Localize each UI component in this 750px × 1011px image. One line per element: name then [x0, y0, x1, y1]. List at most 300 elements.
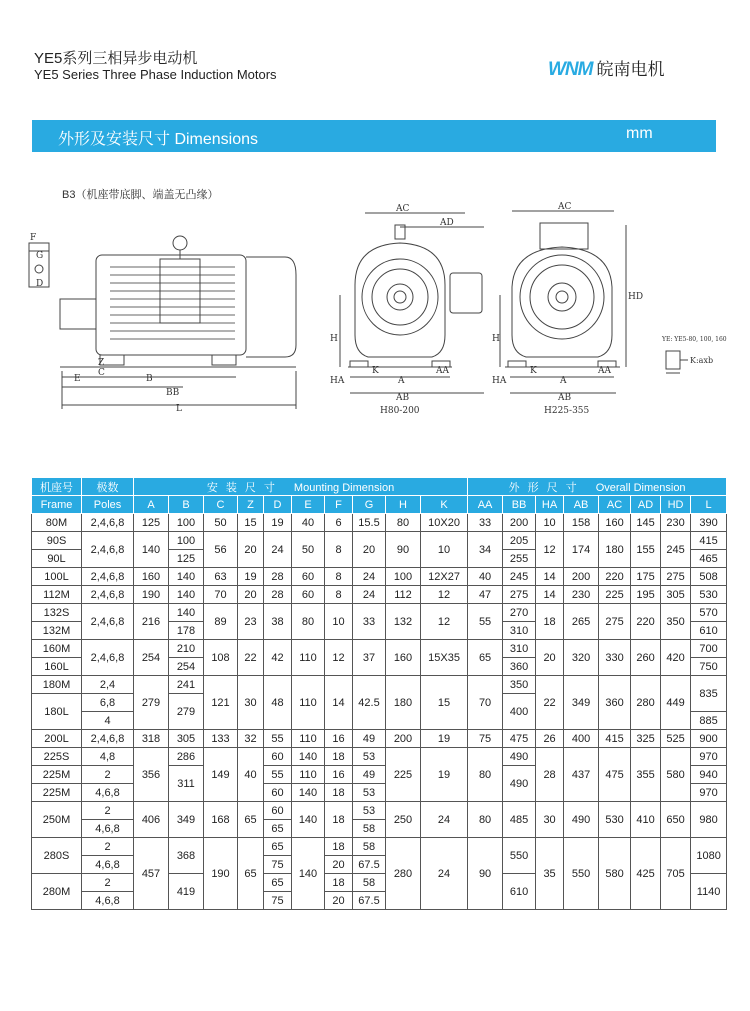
- table-cell: 108: [204, 640, 238, 676]
- table-cell: 58: [353, 838, 386, 856]
- table-cell: 485: [503, 802, 536, 838]
- section-band: [32, 120, 716, 152]
- table-row: [32, 514, 727, 532]
- th-mounting-cn: 安装尺寸: [206, 481, 283, 494]
- col-header: B: [169, 496, 204, 514]
- table-cell: 49: [353, 766, 386, 784]
- table-cell: 885: [691, 712, 727, 730]
- table-cell: 18: [325, 802, 353, 838]
- logo-mark: WNM: [548, 59, 593, 80]
- table-cell: 58: [353, 820, 386, 838]
- table-cell: 325: [631, 730, 661, 748]
- table-cell: 60: [292, 568, 325, 586]
- th-frame-cn: 机座号: [32, 478, 82, 496]
- table-cell: 14: [536, 586, 564, 604]
- table-cell: 23: [238, 604, 264, 640]
- table-cell: 8: [325, 586, 353, 604]
- dim-c: C: [98, 368, 105, 378]
- key-detail: [666, 351, 688, 373]
- table-row: [32, 676, 727, 694]
- table-cell: 225: [386, 748, 421, 802]
- col-header: AB: [564, 496, 599, 514]
- table-cell: 980: [691, 802, 727, 838]
- table-cell: 305: [661, 586, 691, 604]
- table-cell: 65: [264, 874, 292, 892]
- table-cell: 100L: [32, 568, 82, 586]
- table-cell: 10: [421, 532, 468, 568]
- col-header: AD: [631, 496, 661, 514]
- table-cell: 400: [564, 730, 599, 748]
- table-cell: 355: [631, 748, 661, 802]
- table-cell: 2,4,6,8: [82, 568, 134, 586]
- table-cell: 20: [536, 640, 564, 676]
- table-cell: 970: [691, 784, 727, 802]
- table-cell: 90: [386, 532, 421, 568]
- table-cell: 60: [264, 784, 292, 802]
- table-cell: 368: [169, 838, 204, 874]
- table-header-row: [32, 478, 727, 496]
- table-cell: 280S: [32, 838, 82, 874]
- dim-d: D: [36, 279, 44, 289]
- table-cell: 200: [564, 568, 599, 586]
- table-cell: 220: [599, 568, 631, 586]
- table-cell: 245: [503, 568, 536, 586]
- table-cell: 465: [691, 550, 727, 568]
- table-cell: 65: [264, 820, 292, 838]
- table-cell: 14: [536, 568, 564, 586]
- col-header: Frame: [32, 496, 82, 514]
- table-cell: 100: [169, 532, 204, 550]
- table-cell: 279: [134, 676, 169, 730]
- table-cell: 34: [468, 532, 503, 568]
- table-cell: 225M: [32, 766, 82, 784]
- table-cell: 200: [503, 514, 536, 532]
- th-mounting: [134, 478, 468, 496]
- table-cell: 280: [386, 838, 421, 910]
- table-cell: 241: [169, 676, 204, 694]
- th-mounting-en: Mounting Dimension: [293, 481, 395, 494]
- table-cell: 190: [204, 838, 238, 910]
- table-cell: 40: [468, 568, 503, 586]
- table-cell: 220: [631, 604, 661, 640]
- table-cell: 410: [631, 802, 661, 838]
- col-header: AA: [468, 496, 503, 514]
- table-cell: 970: [691, 748, 727, 766]
- table-cell: 24: [353, 568, 386, 586]
- table-cell: 80: [468, 748, 503, 802]
- table-cell: 67.5: [353, 856, 386, 874]
- table-cell: 2: [82, 874, 134, 892]
- table-cell: 10X20: [421, 514, 468, 532]
- table-cell: 318: [134, 730, 169, 748]
- table-cell: 250M: [32, 802, 82, 838]
- table-cell: 37: [353, 640, 386, 676]
- table-cell: 580: [599, 838, 631, 910]
- table-cell: 320: [564, 640, 599, 676]
- table-cell: 80: [468, 802, 503, 838]
- table-cell: 19: [238, 568, 264, 586]
- table-cell: 275: [599, 604, 631, 640]
- col-header: C: [204, 496, 238, 514]
- table-cell: 360: [599, 676, 631, 730]
- table-cell: 286: [169, 748, 204, 766]
- table-cell: 349: [169, 802, 204, 838]
- table-cell: 350: [661, 604, 691, 640]
- table-cell: 8: [325, 568, 353, 586]
- table-cell: 20: [325, 856, 353, 874]
- th-overall: [468, 478, 727, 496]
- table-cell: 40: [292, 514, 325, 532]
- table-cell: 90: [468, 838, 503, 910]
- table-cell: 330: [599, 640, 631, 676]
- table-cell: 19: [264, 514, 292, 532]
- col-header: H: [386, 496, 421, 514]
- table-cell: 63: [204, 568, 238, 586]
- dim-ab-small: AB: [396, 393, 410, 403]
- table-cell: 195: [631, 586, 661, 604]
- table-cell: 216: [134, 604, 169, 640]
- table-cell: 48: [264, 676, 292, 730]
- dim-ha-small: HA: [330, 376, 345, 386]
- table-cell: 225M: [32, 784, 82, 802]
- col-header: E: [292, 496, 325, 514]
- table-cell: 10: [536, 514, 564, 532]
- table-cell: 230: [564, 586, 599, 604]
- table-cell: 419: [169, 874, 204, 910]
- table-cell: 750: [691, 658, 727, 676]
- side-view: [29, 236, 296, 409]
- table-cell: 175: [631, 568, 661, 586]
- table-cell: 18: [325, 784, 353, 802]
- table-cell: 2,4: [82, 676, 134, 694]
- dim-l: L: [176, 404, 182, 414]
- col-header: BB: [503, 496, 536, 514]
- table-cell: 28: [536, 748, 564, 802]
- table-cell: 650: [661, 802, 691, 838]
- table-cell: 20: [353, 532, 386, 568]
- table-cell: 53: [353, 784, 386, 802]
- table-cell: 160: [599, 514, 631, 532]
- table-cell: 275: [661, 568, 691, 586]
- table-cell: 80: [292, 604, 325, 640]
- table-cell: 20: [238, 586, 264, 604]
- col-header: AC: [599, 496, 631, 514]
- title-en: YE5 Series Three Phase Induction Motors: [34, 67, 277, 82]
- table-cell: 140: [169, 586, 204, 604]
- table-cell: 155: [631, 532, 661, 568]
- col-header: HA: [536, 496, 564, 514]
- table-cell: 245: [661, 532, 691, 568]
- table-cell: 610: [691, 622, 727, 640]
- dim-a-small: A: [398, 376, 405, 386]
- col-header: K: [421, 496, 468, 514]
- table-cell: 15: [421, 676, 468, 730]
- col-header: L: [691, 496, 727, 514]
- table-cell: 178: [169, 622, 204, 640]
- table-cell: 457: [134, 838, 169, 910]
- col-header: F: [325, 496, 353, 514]
- table-cell: 33: [468, 514, 503, 532]
- table-cell: 53: [353, 748, 386, 766]
- table-cell: 2: [82, 802, 134, 820]
- table-cell: 270: [503, 604, 536, 622]
- table-cell: 190: [134, 586, 169, 604]
- dim-ad-small: AD: [440, 218, 454, 228]
- table-cell: 14: [325, 676, 353, 730]
- table-cell: 225: [599, 586, 631, 604]
- table-cell: 525: [661, 730, 691, 748]
- table-cell: 265: [564, 604, 599, 640]
- table-cell: 254: [134, 640, 169, 676]
- table-cell: 65: [238, 802, 264, 838]
- dim-f: F: [30, 233, 37, 243]
- table-cell: 12: [421, 586, 468, 604]
- table-cell: 140: [169, 604, 204, 622]
- th-overall-en: Overall Dimension: [595, 481, 686, 494]
- table-cell: 349: [564, 676, 599, 730]
- table-cell: 490: [503, 766, 536, 802]
- table-cell: 140: [134, 532, 169, 568]
- table-cell: 110: [292, 766, 325, 784]
- table-cell: 2,4,6,8: [82, 730, 134, 748]
- dim-aa-small: AA: [436, 366, 449, 376]
- table-cell: 6: [325, 514, 353, 532]
- table-cell: 28: [264, 586, 292, 604]
- table-cell: 1080: [691, 838, 727, 874]
- table-cell: 174: [564, 532, 599, 568]
- table-cell: 26: [536, 730, 564, 748]
- table-cell: 75: [264, 856, 292, 874]
- table-cell: 19: [421, 748, 468, 802]
- table-cell: 1140: [691, 874, 727, 910]
- table-cell: 279: [169, 694, 204, 730]
- caption-h80: H80-200: [380, 406, 420, 416]
- table-cell: 50: [204, 514, 238, 532]
- table-cell: 89: [204, 604, 238, 640]
- table-cell: 100: [386, 568, 421, 586]
- table-header-row-2: [32, 496, 727, 514]
- table-cell: 12: [421, 604, 468, 640]
- table-cell: 508: [691, 568, 727, 586]
- table-cell: 390: [691, 514, 727, 532]
- table-cell: 112M: [32, 586, 82, 604]
- col-header: Z: [238, 496, 264, 514]
- table-cell: 55: [468, 604, 503, 640]
- table-row: [32, 604, 727, 622]
- dim-k-large: K: [530, 366, 537, 376]
- table-cell: 40: [238, 748, 264, 802]
- table-cell: 160: [134, 568, 169, 586]
- table-cell: 16: [325, 766, 353, 784]
- table-cell: 360: [503, 658, 536, 676]
- table-cell: 490: [564, 802, 599, 838]
- table-cell: 580: [661, 748, 691, 802]
- table-cell: 158: [564, 514, 599, 532]
- table-cell: 420: [661, 640, 691, 676]
- table-cell: 90S: [32, 532, 82, 550]
- table-cell: 145: [631, 514, 661, 532]
- table-cell: 356: [134, 748, 169, 802]
- table-cell: 24: [421, 838, 468, 910]
- table-cell: 49: [353, 730, 386, 748]
- table-cell: 47: [468, 586, 503, 604]
- table-cell: 550: [564, 838, 599, 910]
- table-cell: 610: [503, 874, 536, 910]
- table-cell: 475: [599, 748, 631, 802]
- table-cell: 24: [421, 802, 468, 838]
- table-cell: 42: [264, 640, 292, 676]
- table-cell: 125: [134, 514, 169, 532]
- table-cell: 12: [536, 532, 564, 568]
- table-cell: 53: [353, 802, 386, 820]
- table-cell: 30: [238, 676, 264, 730]
- table-cell: 700: [691, 640, 727, 658]
- dim-ha-large: HA: [492, 376, 507, 386]
- table-cell: 15: [238, 514, 264, 532]
- dim-z: Z: [98, 358, 105, 368]
- table-row: [32, 838, 727, 856]
- table-cell: 260: [631, 640, 661, 676]
- table-cell: 940: [691, 766, 727, 784]
- table-cell: 65: [238, 838, 264, 910]
- table-cell: 58: [353, 874, 386, 892]
- table-cell: 200L: [32, 730, 82, 748]
- table-cell: 2,4,6,8: [82, 514, 134, 532]
- dim-k-small: K: [372, 366, 379, 376]
- title-cn: YE5系列三相异步电动机: [34, 50, 198, 67]
- table-cell: 2: [82, 766, 134, 784]
- table-cell: 305: [169, 730, 204, 748]
- th-poles-cn: 极数: [82, 478, 134, 496]
- dim-ac-small: AC: [396, 204, 410, 214]
- dim-g: G: [36, 251, 44, 261]
- table-cell: 415: [599, 730, 631, 748]
- table-row: [32, 730, 727, 748]
- table-row: [32, 802, 727, 820]
- table-cell: 55: [264, 730, 292, 748]
- table-cell: 900: [691, 730, 727, 748]
- table-cell: 475: [503, 730, 536, 748]
- table-cell: 2: [82, 838, 134, 856]
- table-cell: 140: [292, 748, 325, 766]
- drawing-caption: B3（机座带底脚、端盖无凸缘）: [62, 189, 219, 201]
- table-cell: 80M: [32, 514, 82, 532]
- table-cell: 65: [468, 640, 503, 676]
- table-cell: 8: [325, 532, 353, 568]
- table-cell: 60: [264, 802, 292, 820]
- th-overall-cn: 外形尺寸: [508, 481, 585, 494]
- table-cell: 280M: [32, 874, 82, 910]
- table-cell: 6,8: [82, 694, 134, 712]
- table-cell: 4,6,8: [82, 892, 134, 910]
- table-cell: 70: [468, 676, 503, 730]
- table-cell: 20: [325, 892, 353, 910]
- table-cell: 4,6,8: [82, 784, 134, 802]
- caption-h225: H225-355: [544, 406, 590, 416]
- dim-ac-large: AC: [558, 202, 572, 212]
- dimension-table: [31, 477, 727, 910]
- table-cell: 570: [691, 604, 727, 622]
- table-cell: 2,4,6,8: [82, 640, 134, 676]
- table-cell: 250: [386, 802, 421, 838]
- dim-e: E: [74, 374, 81, 384]
- table-cell: 22: [536, 676, 564, 730]
- table-cell: 200: [386, 730, 421, 748]
- unit-label: mm: [626, 125, 653, 142]
- table-cell: 160: [386, 640, 421, 676]
- table-cell: 24: [353, 586, 386, 604]
- table-row: [32, 748, 727, 766]
- table-cell: 275: [503, 586, 536, 604]
- table-cell: 530: [599, 802, 631, 838]
- table-cell: 32: [238, 730, 264, 748]
- dim-bb: BB: [166, 388, 180, 398]
- table-cell: 180M: [32, 676, 82, 694]
- table-cell: 140: [292, 838, 325, 910]
- table-cell: 4,6,8: [82, 856, 134, 874]
- table-row: [32, 586, 727, 604]
- table-cell: 80: [386, 514, 421, 532]
- table-cell: 30: [536, 802, 564, 838]
- table-cell: 100: [169, 514, 204, 532]
- key-label: K:axb: [690, 356, 714, 365]
- table-cell: 12: [325, 640, 353, 676]
- table-cell: 132S: [32, 604, 82, 622]
- dim-aa-large: AA: [598, 366, 611, 376]
- table-cell: 415: [691, 532, 727, 550]
- table-cell: 19: [421, 730, 468, 748]
- table-cell: 18: [536, 604, 564, 640]
- table-cell: 125: [169, 550, 204, 568]
- table-cell: 140: [292, 802, 325, 838]
- table-cell: 70: [204, 586, 238, 604]
- dim-hd-large: HD: [628, 292, 644, 302]
- col-header: Poles: [82, 496, 134, 514]
- table-cell: 550: [503, 838, 536, 874]
- table-cell: 110: [292, 730, 325, 748]
- col-header: HD: [661, 496, 691, 514]
- table-cell: 180: [386, 676, 421, 730]
- col-header: D: [264, 496, 292, 514]
- front-view-small: [340, 213, 484, 393]
- dim-h-small: H: [330, 334, 338, 344]
- table-cell: 4,8: [82, 748, 134, 766]
- table-row: [32, 532, 727, 550]
- table-cell: 449: [661, 676, 691, 730]
- table-cell: 65: [264, 838, 292, 856]
- motor-drawings: [0, 195, 750, 425]
- table-cell: 67.5: [353, 892, 386, 910]
- table-cell: 400: [503, 694, 536, 730]
- table-cell: 90L: [32, 550, 82, 568]
- col-header: G: [353, 496, 386, 514]
- table-cell: 16: [325, 730, 353, 748]
- table-cell: 60: [292, 586, 325, 604]
- table-cell: 160M: [32, 640, 82, 658]
- table-cell: 254: [169, 658, 204, 676]
- table-cell: 12X27: [421, 568, 468, 586]
- table-cell: 55: [264, 766, 292, 784]
- table-cell: 2,4,6,8: [82, 586, 134, 604]
- table-cell: 15.5: [353, 514, 386, 532]
- table-cell: 56: [204, 532, 238, 568]
- table-cell: 437: [564, 748, 599, 802]
- key-note: YE: YE5-80, 100, 160: [662, 336, 727, 343]
- table-cell: 310: [503, 640, 536, 658]
- col-header: A: [134, 496, 169, 514]
- table-cell: 75: [264, 892, 292, 910]
- table-cell: 140: [292, 784, 325, 802]
